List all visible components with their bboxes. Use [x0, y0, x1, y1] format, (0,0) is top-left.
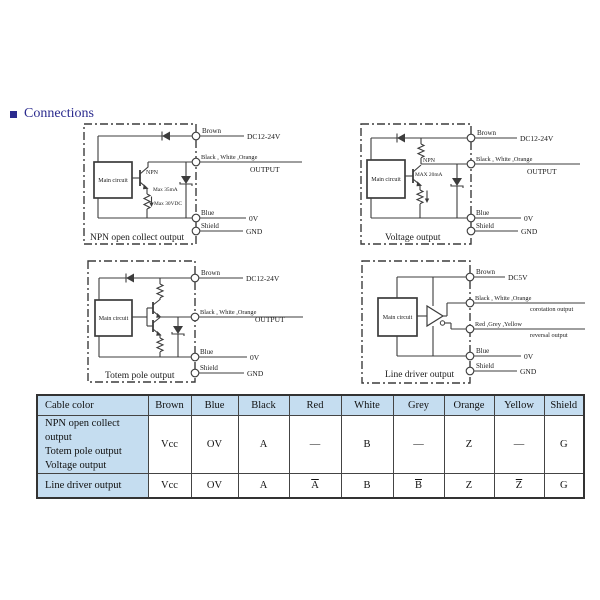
max-current-note: MAX 20mA [415, 172, 443, 178]
cell: Z [444, 416, 494, 474]
terminal-brown [192, 132, 200, 140]
cell: Vcc [148, 416, 191, 474]
output1-value: corotation output [530, 306, 574, 313]
voltage-circuit-symbols [397, 134, 462, 204]
output-value: OUTPUT [255, 315, 285, 324]
output-value: OUTPUT [527, 167, 557, 176]
terminal-shield [192, 227, 200, 235]
diagram-title: Totem pole output [105, 371, 175, 381]
output2-value: reversal output [530, 332, 568, 339]
terminal-brown [466, 273, 474, 281]
npn-transistor-label: NPN [423, 158, 436, 164]
wire-label-brown: Brown [202, 127, 222, 135]
terminal-output [467, 160, 475, 168]
shield-value: GND [521, 227, 538, 236]
cell: — [289, 416, 341, 474]
power-value: DC12-24V [247, 132, 281, 141]
power-value: DC12-24V [246, 274, 280, 283]
cell: Z [444, 474, 494, 499]
terminal-output1 [466, 299, 474, 307]
square-bullet-icon [10, 111, 17, 118]
terminal-brown [467, 134, 475, 142]
cell: G [544, 474, 584, 499]
terminal-shield [467, 227, 475, 235]
terminal-output2 [466, 325, 474, 333]
row-label: Line driver output [37, 474, 148, 499]
cell: $\overline{Z}$ [494, 474, 544, 499]
zero-value: 0V [249, 214, 259, 223]
cell: B [341, 474, 393, 499]
wire-label-blue: Blue [476, 347, 490, 355]
cell: B [341, 416, 393, 474]
shield-value: GND [520, 367, 537, 376]
wire-label-blue: Blue [201, 209, 215, 217]
col-header-yellow: Yellow [494, 395, 544, 416]
cell: Vcc [148, 474, 191, 499]
wire-label-shield: Shield [476, 362, 494, 370]
main-circuit-label: Main circuit [371, 177, 401, 183]
col-header-blue: Blue [191, 395, 238, 416]
wire-label-output1: Black , White ,Orange [475, 295, 532, 302]
wire-label-output2: Red ,Grey ,Yellow [475, 321, 522, 328]
wire-label-output: Black , White ,Orange [201, 154, 258, 161]
wire-label-blue: Blue [200, 348, 214, 356]
terminal-blue [192, 214, 200, 222]
wire-label-output: Black , White ,Orange [200, 309, 257, 316]
output-value: OUTPUT [250, 165, 280, 174]
zero-value: 0V [250, 353, 260, 362]
table-row [37, 474, 584, 499]
diagram-title: Line driver output [385, 370, 455, 380]
totem-circuit-symbols [126, 274, 183, 336]
zero-value: 0V [524, 352, 534, 361]
terminal-blue [466, 352, 474, 360]
table-row [37, 416, 584, 474]
col-header-red: Red [289, 395, 341, 416]
zero-value: 0V [524, 214, 534, 223]
cell: A [238, 416, 289, 474]
max-current-note: Max 35mA [153, 187, 178, 193]
max-voltage-note: Max 30VDC [154, 201, 183, 207]
col-header-black: Black [238, 395, 289, 416]
col-header-white: White [341, 395, 393, 416]
wire-label-shield: Shield [200, 364, 218, 372]
cell: $\overline{A}$ [289, 474, 341, 499]
wire-label-shield: Shield [476, 222, 494, 230]
terminal-blue [191, 353, 199, 361]
wire-label-brown: Brown [476, 268, 496, 276]
npn-transistor-label: NPN [146, 170, 159, 176]
wire-label-brown: Brown [201, 269, 221, 277]
cable-color-table [36, 394, 585, 499]
wire-label-brown: Brown [477, 129, 497, 137]
cell: — [494, 416, 544, 474]
terminal-shield [191, 369, 199, 377]
terminal-blue [467, 214, 475, 222]
wire-label-blue: Blue [476, 209, 490, 217]
shield-value: GND [246, 227, 263, 236]
power-value: DC5V [508, 273, 528, 282]
terminal-shield [466, 367, 474, 375]
cable-table-head-row [37, 395, 584, 416]
wire-label-output: Black , White ,Orange [476, 156, 533, 163]
terminal-brown [191, 274, 199, 282]
diagram-title: Voltage output [385, 233, 441, 243]
col-header-grey: Grey [393, 395, 444, 416]
cell: $\overline{B}$ [393, 474, 444, 499]
cell: OV [191, 416, 238, 474]
cell: A [238, 474, 289, 499]
diagram-totem-pole [83, 256, 313, 388]
main-circuit-label: Main circuit [98, 178, 128, 184]
diagram-line-driver [355, 256, 590, 388]
cell: G [544, 416, 584, 474]
diagram-npn-open-collect [80, 118, 310, 250]
main-circuit-label: Main circuit [98, 316, 129, 322]
terminal-output [191, 313, 199, 321]
col-header-cable-color: Cable color [37, 395, 148, 416]
col-header-orange: Orange [444, 395, 494, 416]
cell: — [393, 416, 444, 474]
power-value: DC12-24V [520, 134, 554, 143]
cell: OV [191, 474, 238, 499]
col-header-shield: Shield [544, 395, 584, 416]
wire-label-shield: Shield [201, 222, 219, 230]
main-circuit-label: Main circuit [382, 315, 413, 321]
shield-value: GND [247, 369, 264, 378]
diagram-voltage-output [355, 118, 590, 250]
section-title-text: Connections [24, 106, 94, 121]
terminal-output [192, 158, 200, 166]
row-label: NPN open collect output Totem pole output Voltage output [37, 416, 148, 474]
col-header-brown: Brown [148, 395, 191, 416]
diagram-title: NPN open collect output [90, 233, 185, 243]
cable-table-body [37, 416, 584, 499]
inverter-bubble [440, 321, 444, 325]
